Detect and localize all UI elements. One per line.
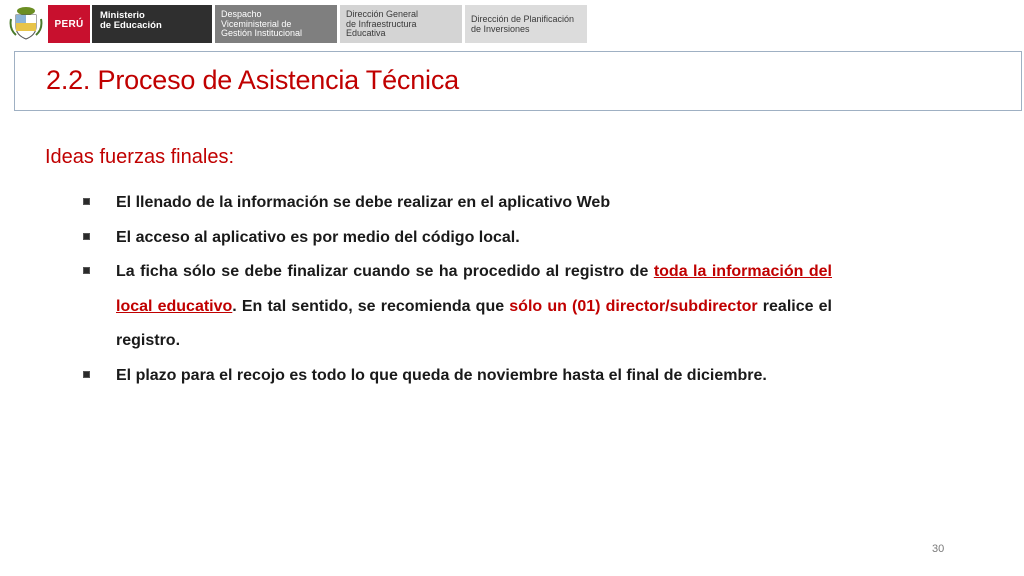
list-item	[80, 186, 832, 221]
square-bullet-icon	[83, 371, 90, 378]
bullet-list	[80, 186, 832, 393]
bullet-text: El plazo para el recojo es todo lo que queda de noviembre hasta el final de diciembre.	[116, 366, 767, 384]
ministry-line2: de Educación	[100, 20, 162, 31]
subheading: Ideas fuerzas finales:	[45, 146, 234, 168]
dep1-line1: Despacho	[221, 9, 262, 19]
page-number: 30	[932, 543, 945, 555]
bullet-text-part: La ficha sólo se debe finalizar cuando se ha procedido al registro de	[116, 263, 654, 280]
dep2-line1: Dirección General	[346, 9, 419, 19]
highlight-underlined: toda la información del local educativo	[116, 263, 832, 315]
department-label-planificacion	[465, 5, 587, 43]
list-item	[80, 221, 832, 256]
list-item	[80, 359, 832, 394]
dep1-line2: Viceministerial de	[221, 18, 292, 29]
dep3-line2: de Inversiones	[471, 23, 530, 34]
slide-title: 2.2. Proceso de Asistencia Técnica	[46, 65, 459, 95]
dep2-line2: de Infraestructura	[346, 18, 417, 29]
title-bar	[14, 51, 1022, 111]
dep3-line1: Dirección de Planificación	[471, 14, 575, 24]
department-label-infraestructura	[340, 5, 462, 43]
square-bullet-icon	[83, 233, 90, 240]
institution-banner	[8, 5, 587, 43]
square-bullet-icon	[83, 267, 90, 274]
dep2-line3: Educativa	[346, 28, 386, 38]
department-label-despacho	[215, 5, 337, 43]
peru-coat-of-arms-icon	[8, 5, 44, 41]
highlight-red: sólo un (01) director/subdirector	[509, 297, 758, 315]
bullet-text-part: realice el registro.	[116, 297, 833, 349]
country-label: PERÚ	[48, 5, 90, 43]
ministry-line1: Ministerio	[100, 10, 145, 21]
bullet-text: El acceso al aplicativo es por medio del código local.	[116, 228, 520, 246]
bullet-text-part: . En tal sentido, se recomienda que	[232, 297, 510, 315]
bullet-text: El llenado de la información se debe realizar en el aplicativo Web	[116, 194, 611, 211]
ministry-label	[92, 5, 212, 43]
list-item	[80, 255, 832, 359]
dep1-line3: Gestión Institucional	[221, 28, 303, 38]
square-bullet-icon	[83, 198, 90, 205]
